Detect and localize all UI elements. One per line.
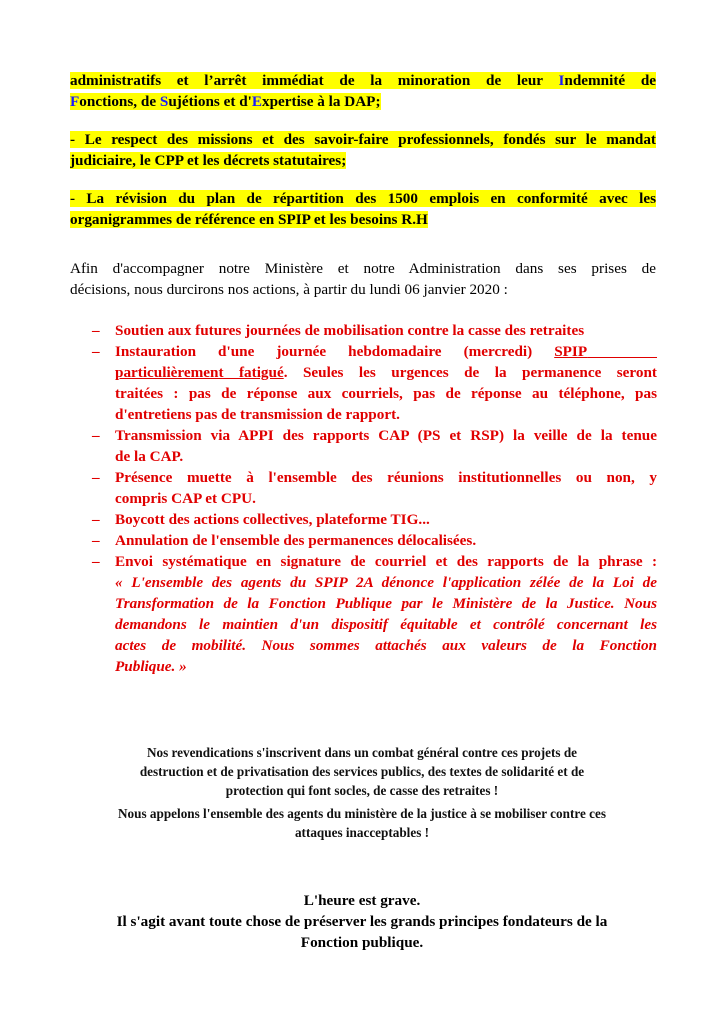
- demand-indemnity-line-1: administratifs et l’arrêt immédiat de la minoration de leur Indemnité de: [70, 72, 656, 89]
- closing-statement-1: Nos revendications s'inscrivent dans un combat général contre ces projets de destruction et de privatisation des services publics, des textes de solidarité et de protection qui font socles, de casse des retraites !: [139, 745, 585, 798]
- quoted-signature-line: demandons le maintien d'un dispositif équitable et contrôlé concernant les: [115, 616, 657, 633]
- demand-revision-line-2: organigrammes de référence en SPIP et les besoins R.H: [70, 211, 428, 228]
- dash-bullet: –: [92, 511, 100, 528]
- dash-bullet: –: [92, 553, 100, 570]
- list-item: – Transmission via APPI des rapports CAP (PS et RSP) la veille de la tenue de la CAP.: [92, 427, 657, 465]
- list-item: – Présence muette à l'ensemble des réunions institutionnelles ou non, y compris CAP et CPU.: [92, 469, 657, 507]
- quoted-signature-line: actes de mobilité. Nous sommes attachés aux valeurs de la Fonction: [115, 637, 657, 654]
- list-item: – Boycott des actions collectives, plateforme TIG...: [92, 511, 430, 528]
- intro-line-1: Afin d'accompagner notre Ministère et notre Administration dans ses prises de: [70, 260, 656, 277]
- quoted-signature-line: Transformation de la Fonction Publique par le Ministère de la Justice. Nous: [115, 595, 657, 612]
- dash-bullet: –: [92, 343, 100, 360]
- final-heading: L'heure est grave.: [303, 892, 421, 909]
- dash-bullet: –: [92, 469, 100, 486]
- list-item: – Annulation de l'ensemble des permanences délocalisées.: [92, 532, 477, 549]
- demand-indemnity: [70, 70, 656, 112]
- demand-indemnity-line-2: Fonctions, de Sujétions et d'Expertise à la DAP;: [70, 93, 381, 110]
- final-statement: L'heure est grave. Il s'agit avant toute chose de préserver les grands principes fondateurs de la Fonction publique.: [60, 890, 664, 953]
- list-item: – Soutien aux futures journées de mobilisation contre la casse des retraites: [92, 322, 585, 339]
- demand-revision-plan: [70, 188, 656, 230]
- demand-respect-missions: [70, 129, 656, 171]
- demand-revision-line-1: - La révision du plan de répartition des 1500 emplois en conformité avec les: [70, 190, 656, 207]
- quoted-signature-line: Publique. »: [115, 658, 187, 675]
- quoted-signature-line: « L'ensemble des agents du SPIP 2A dénonce l'application zélée de la Loi de: [115, 574, 657, 591]
- dash-bullet: –: [92, 532, 100, 549]
- demand-respect-line-2: judiciaire, le CPP et les décrets statutaires;: [70, 152, 347, 169]
- intro-paragraph: [70, 258, 656, 300]
- dash-bullet: –: [92, 322, 100, 339]
- intro-line-2: décisions, nous durcirons nos actions, à partir du lundi 06 janvier 2020 :: [70, 281, 508, 298]
- closing-statement-2: Nous appelons l'ensemble des agents du ministère de la justice à se mobiliser contre ces attaques inacceptables !: [118, 806, 606, 840]
- demand-respect-line-1: - Le respect des missions et des savoir-faire professionnels, fondés sur le mandat: [70, 131, 656, 148]
- list-item: – Instauration d'une journée hebdomadaire (mercredi) SPIP particulièrement fatigué. Seules les urgences de la permanence seront traitées : pas de réponse aux courriels, pas de réponse au téléphone, pas d'entretiens pas de transmission de rapport.: [92, 343, 657, 423]
- list-item: – Envoi systématique en signature de courriel et des rapports de la phrase : « L'ensemble des agents du SPIP 2A dénonce l'application zélée de la Loi de Transformation de la Fonction Publique par le Ministère de la Justice. Nous demandons le maintien d'un dispositif équitable et contrôlé concernant les actes de mobilité. Nous sommes attachés aux valeurs de la Fonction Publique. »: [92, 553, 657, 675]
- dash-bullet: –: [92, 427, 100, 444]
- action-list: [92, 320, 657, 677]
